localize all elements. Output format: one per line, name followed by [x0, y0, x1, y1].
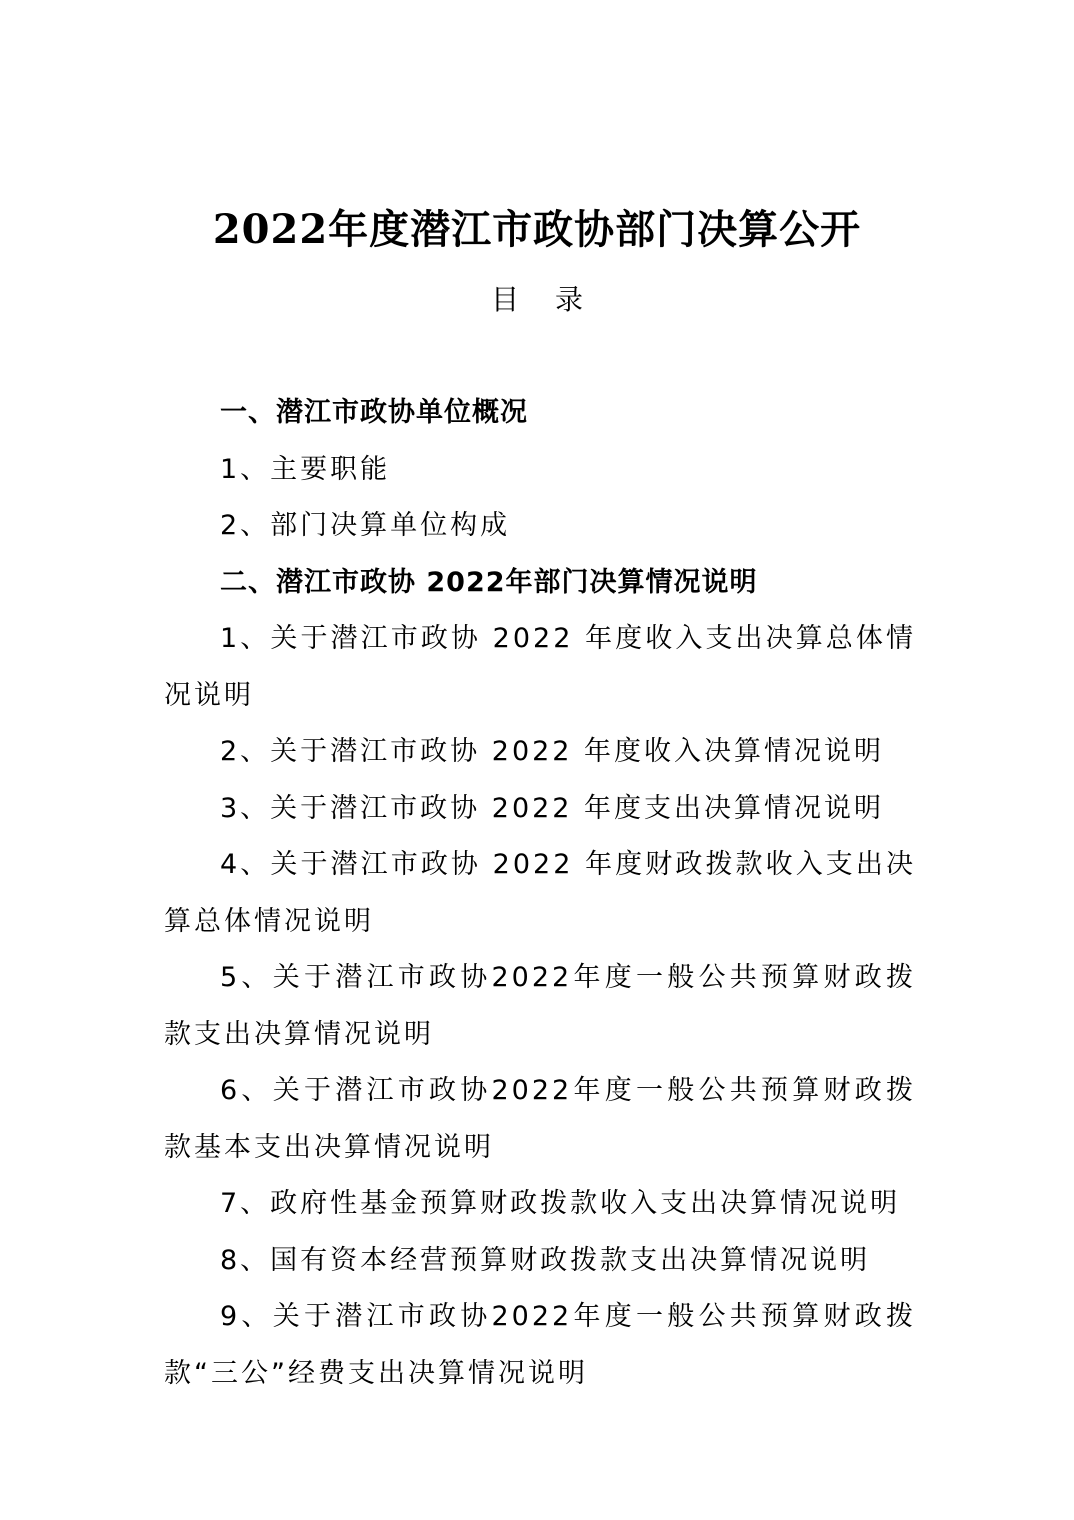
toc-item: 4、关于潜江市政协 2022 年度财政拨款收入支出决算总体情况说明 — [164, 849, 916, 937]
table-of-contents — [164, 385, 916, 1402]
toc-item: 7、政府性基金预算财政拨款收入支出决算情况说明 — [220, 1188, 901, 1219]
toc-item: 2、部门决算单位构成 — [220, 510, 511, 541]
toc-item: 5、关于潜江市政协2022年度一般公共预算财政拨款支出决算情况说明 — [164, 962, 916, 1050]
toc-item: 9、关于潜江市政协2022年度一般公共预算财政拨款“三公”经费支出决算情况说明 — [164, 1301, 916, 1389]
toc-item: 3、关于潜江市政协 2022 年度支出决算情况说明 — [220, 792, 885, 824]
document-title: 2022年度潜江市政协部门决算公开 — [212, 206, 862, 253]
toc-item: 6、关于潜江市政协2022年度一般公共预算财政拨款基本支出决算情况说明 — [164, 1075, 916, 1163]
toc-section-2: 二、潜江市政协 2022年部门决算情况说明 — [220, 566, 758, 598]
toc-item: 2、关于潜江市政协 2022 年度收入决算情况说明 — [220, 736, 885, 767]
toc-heading-char-1: 目 — [490, 283, 519, 316]
toc-heading — [0, 280, 1074, 320]
toc-item: 1、主要职能 — [220, 453, 391, 485]
toc-section-1: 一、潜江市政协单位概况 — [220, 397, 528, 428]
toc-heading-char-2: 录 — [555, 283, 584, 316]
toc-item: 8、国有资本经营预算财政拨款支出决算情况说明 — [220, 1244, 871, 1276]
toc-item: 1、关于潜江市政协 2022 年度收入支出决算总体情况说明 — [164, 623, 916, 711]
